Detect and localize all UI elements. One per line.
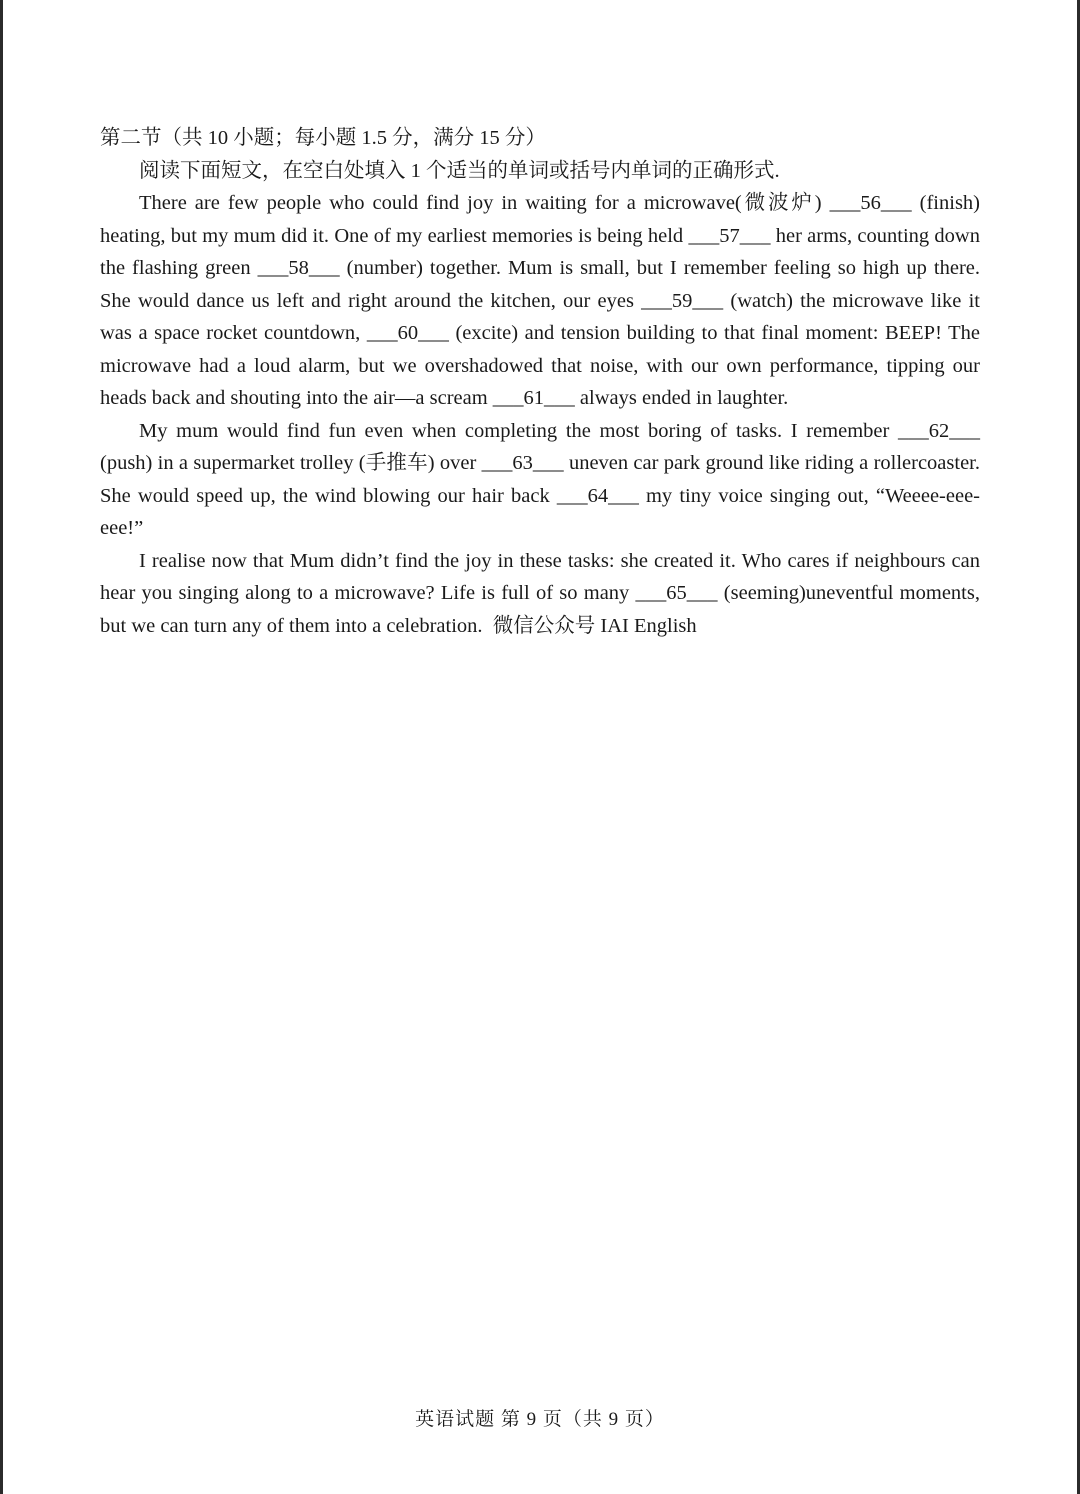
section-instruction: 阅读下面短文，在空白处填入 1 个适当的单词或括号内单词的正确形式. [139,159,780,182]
passage-paragraph-3 [100,545,980,643]
blank-58: ___58___ [257,257,340,279]
blank-64: ___64___ [556,484,639,507]
passage-text: (finish) heating, but my mum did it. One of my earliest memories is being held [100,192,981,247]
passage-text: (number) together. Mum is small, but I remember feeling so high up there. She would dance us left and right around the kitchen, our eyes [100,257,980,312]
passage-text: my tiny voice singing out, “Weeee-eee-eee!” [100,484,981,539]
blank-59: ___59___ [641,289,724,312]
blank-56: ___56___ [829,192,912,214]
blank-60: ___60___ [366,322,449,344]
blank-57: ___57___ [688,224,771,247]
passage-text: I realise now that Mum didn’t find the joy in these tasks: she created it. Who cares if neighbours can hear you singing along to a microwave? Life is full of so many [100,549,980,604]
passage-text: (watch) the microwave like it was a space rocket countdown, [100,289,980,344]
page-footer: 英语试题 第 9 页（共 9 页） [415,1409,665,1430]
watermark-text: 微信公众号 IAI English [492,614,697,637]
blank-61: ___61___ [492,387,575,409]
page-border-left [0,0,3,1494]
passage-paragraph-1 [100,187,980,415]
passage-text: (excite) and tension building to that final moment: BEEP! The microwave had a loud alarm, but we overshadowed that noise, with our own performance, tipping our heads back and shouting into the air—a scream [100,322,980,409]
passage-text: (seeming)uneventful moments, but we can turn any of them into a celebration. [100,582,980,637]
section-title: 第二节（共 10 小题；每小题 1.5 分，满分 15 分） [100,127,546,149]
exam-content [100,122,980,642]
blank-63: ___63___ [481,452,564,474]
passage-text: her arms, counting down the flashing green [100,224,980,279]
passage-paragraph-2 [100,415,980,545]
passage-text: always ended in laughter. [574,387,789,409]
passage-text: My mum would find fun even when completing the most boring of tasks. I remember [139,419,898,442]
passage-text: (push) in a supermarket trolley (手推车) over [100,452,482,474]
blank-62: ___62___ [898,419,980,442]
passage-text: There are few people who could find joy in waiting for a microwave(微波炉) [139,192,830,214]
blank-65: ___65___ [635,582,718,604]
passage-text: uneven car park ground like riding a rollercoaster. She would speed up, the wind blowing our hair back [100,452,981,507]
